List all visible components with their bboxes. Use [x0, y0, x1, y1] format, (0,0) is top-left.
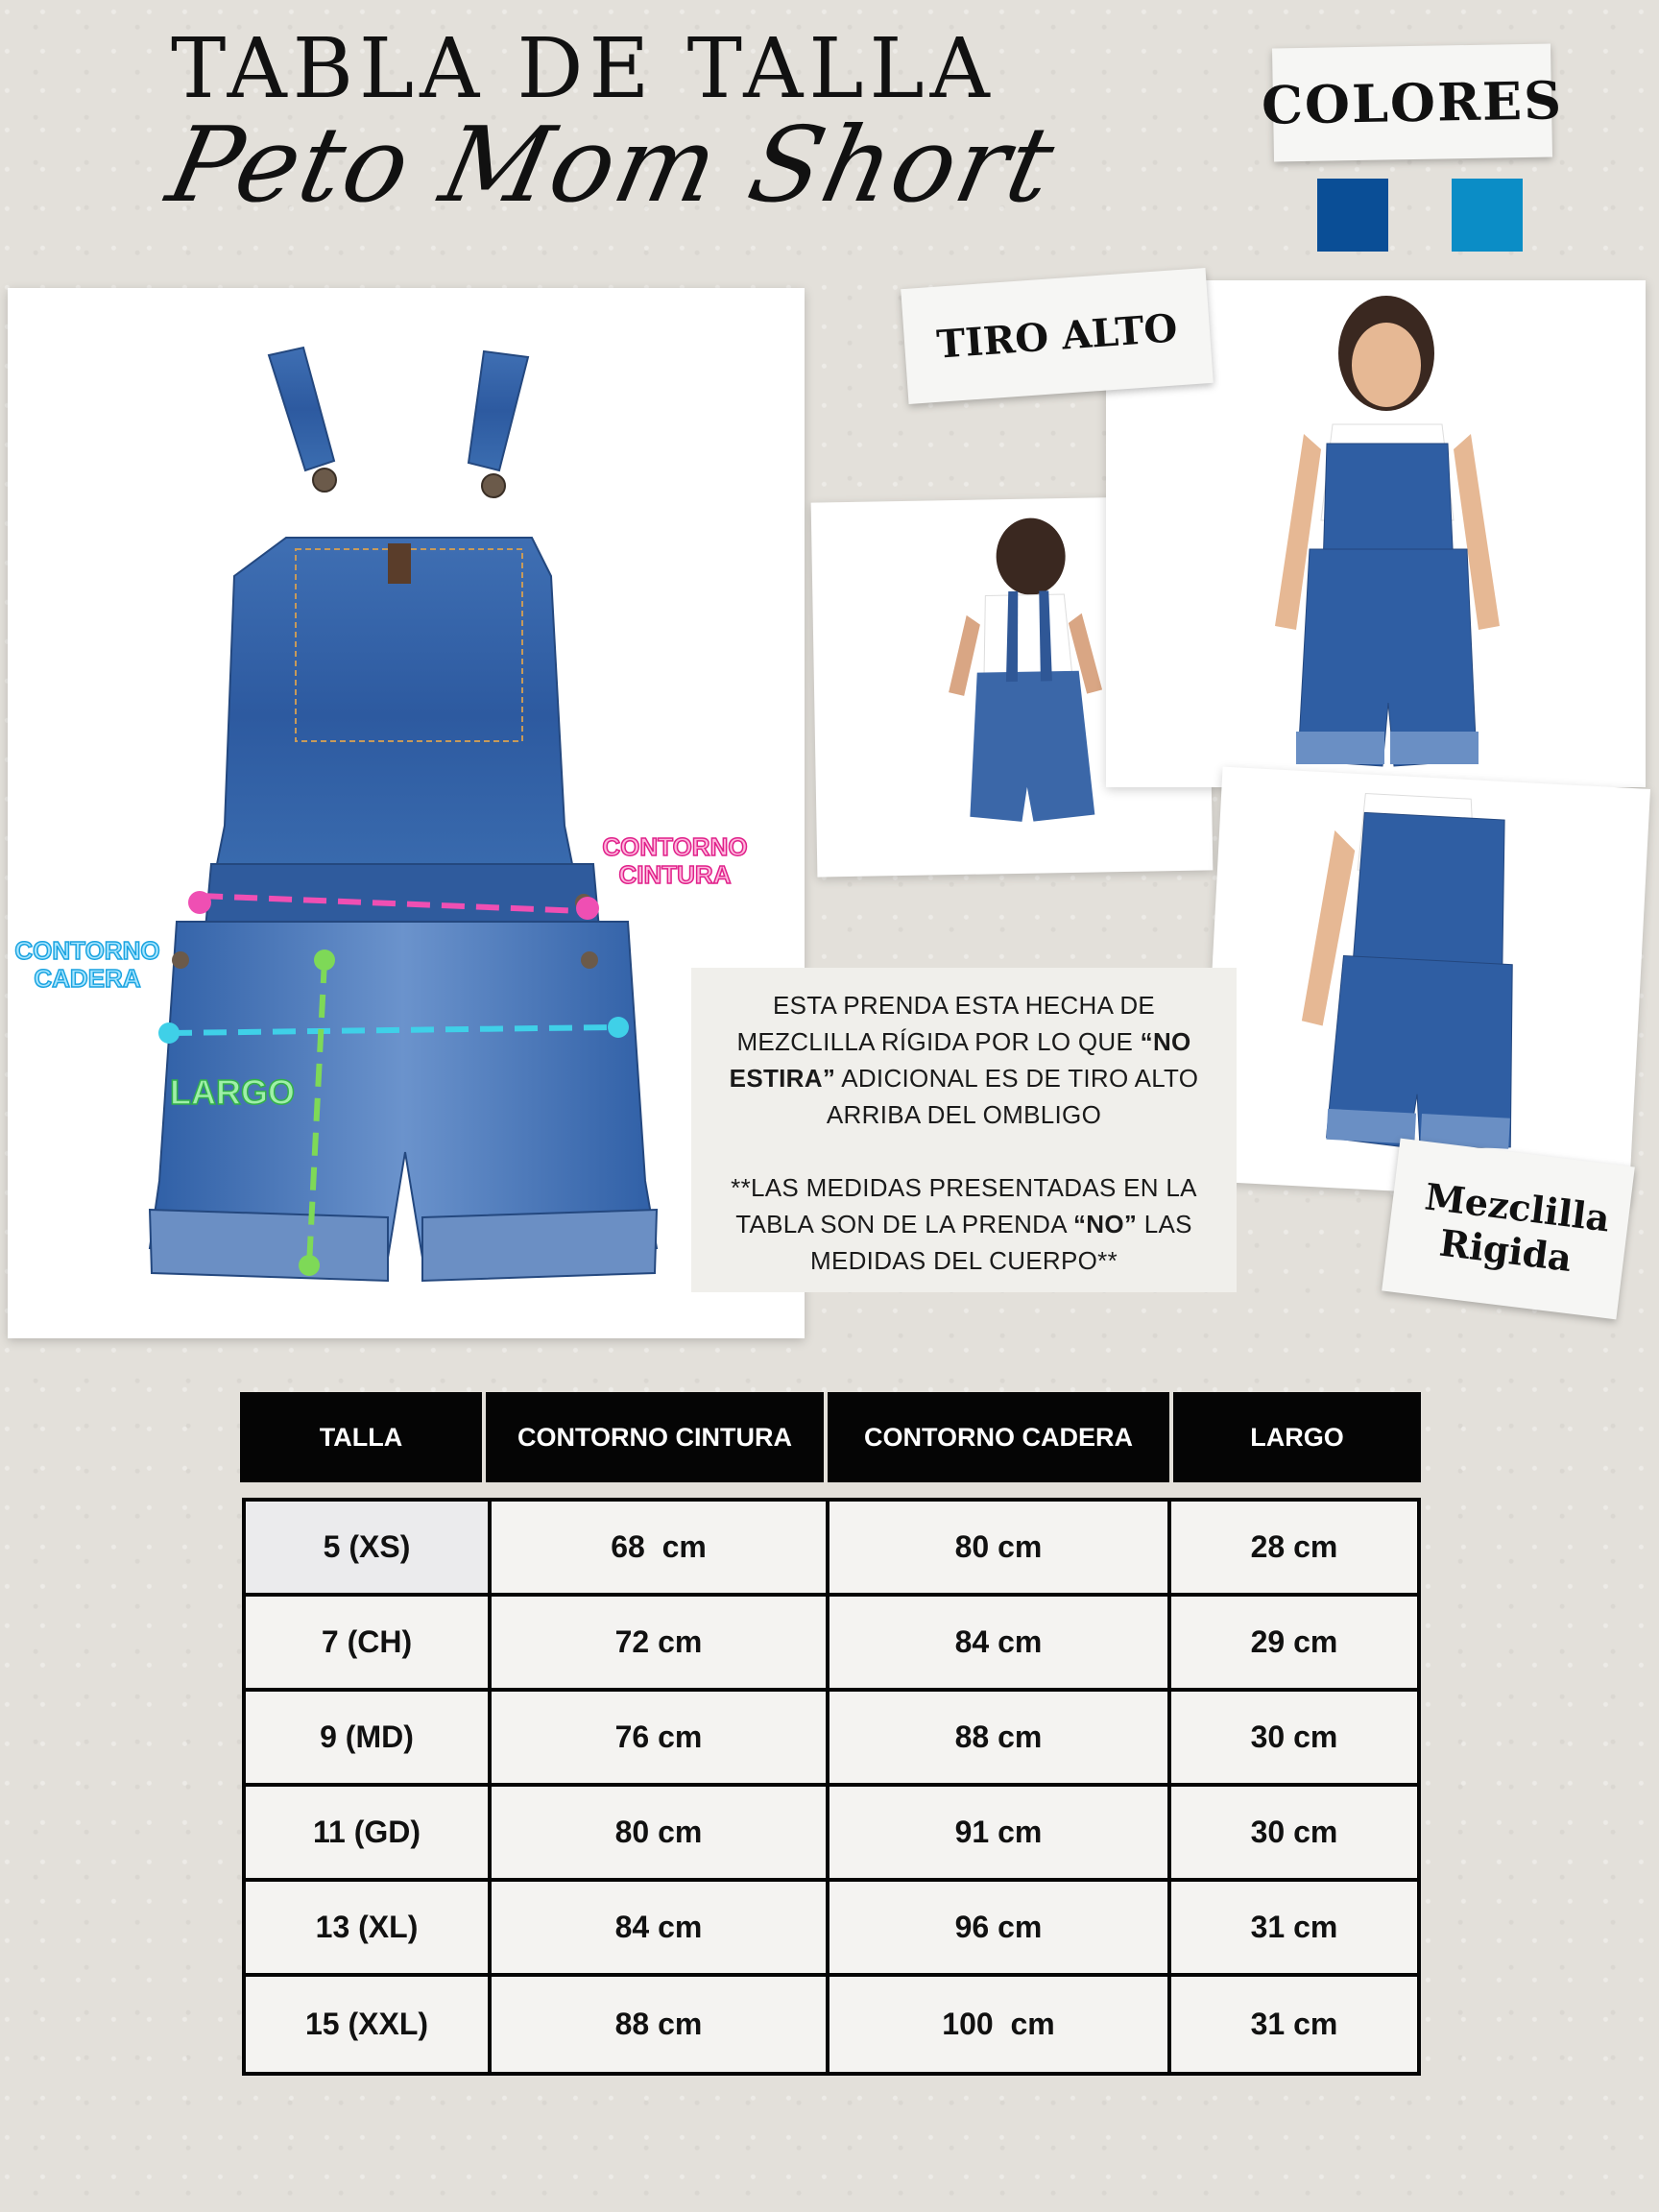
size-table-body [242, 1498, 1421, 2076]
rigid-denim-text: Mezclilla Rigida [1422, 1174, 1613, 1281]
cell-cintura: 80 cm [492, 1787, 830, 1878]
table-row [246, 1502, 1417, 1597]
cell-cadera: 100 cm [830, 1977, 1171, 2072]
product-measure-image [8, 288, 805, 1338]
cell-largo: 30 cm [1171, 1787, 1417, 1878]
note-paragraph-2 [718, 1169, 1210, 1279]
cell-cintura: 76 cm [492, 1692, 830, 1783]
cell-talla: 11 (GD) [246, 1787, 492, 1878]
cell-cintura: 88 cm [492, 1977, 830, 2072]
note-emphasis: “NO ESTIRA” [729, 1027, 1191, 1093]
header-talla: TALLA [240, 1392, 486, 1482]
table-row [246, 1787, 1417, 1882]
table-row [246, 1977, 1417, 2072]
model-side-photo [1201, 767, 1650, 1204]
note-paragraph-1 [718, 987, 1210, 1133]
rigid-denim-tag [1382, 1139, 1635, 1320]
cell-largo: 31 cm [1171, 1977, 1417, 2072]
colors-tag: COLORES [1272, 43, 1552, 161]
cell-largo: 29 cm [1171, 1597, 1417, 1688]
cell-talla: 9 (MD) [246, 1692, 492, 1783]
cell-cadera: 96 cm [830, 1882, 1171, 1973]
cell-talla: 5 (XS) [246, 1502, 492, 1593]
fabric-note [691, 968, 1237, 1292]
table-row [246, 1597, 1417, 1692]
cell-cadera: 91 cm [830, 1787, 1171, 1878]
overall-illustration [8, 288, 805, 1338]
cell-largo: 28 cm [1171, 1502, 1417, 1593]
cell-cintura: 84 cm [492, 1882, 830, 1973]
cell-cintura: 72 cm [492, 1597, 830, 1688]
color-swatch-dark-blue[interactable] [1317, 179, 1388, 252]
cell-talla: 7 (CH) [246, 1597, 492, 1688]
note-text: **LAS MEDIDAS PRESENTADAS EN LA TABLA SON DE LA PRENDA [731, 1173, 1197, 1238]
model-side-illustration [1201, 767, 1650, 1204]
table-row [246, 1692, 1417, 1787]
cell-talla: 15 (XXL) [246, 1977, 492, 2072]
note-text: ESTA PRENDA ESTA HECHA DE MEZCLILLA RÍGIDA POR LO QUE [736, 991, 1156, 1056]
product-name: Peto Mom Short [157, 106, 1066, 226]
header-cintura: CONTORNO CINTURA [486, 1392, 828, 1482]
note-text: LAS MEDIDAS DEL CUERPO** [810, 1210, 1192, 1275]
cell-largo: 30 cm [1171, 1692, 1417, 1783]
color-swatch-light-blue[interactable] [1452, 179, 1523, 252]
cell-cintura: 68 cm [492, 1502, 830, 1593]
header-cadera: CONTORNO CADERA [828, 1392, 1173, 1482]
note-emphasis: “NO” [1073, 1210, 1138, 1238]
length-label: LARGO [170, 1072, 295, 1112]
header-largo: LARGO [1173, 1392, 1421, 1482]
page-title: TABLA DE TALLA [171, 21, 996, 117]
cell-largo: 31 cm [1171, 1882, 1417, 1973]
note-text: ADICIONAL ES DE TIRO ALTO ARRIBA DEL OMBLIGO [826, 1064, 1199, 1129]
cell-cadera: 80 cm [830, 1502, 1171, 1593]
hip-label: CONTORNO CADERA [14, 936, 160, 993]
cell-cadera: 84 cm [830, 1597, 1171, 1688]
cell-talla: 13 (XL) [246, 1882, 492, 1973]
table-row [246, 1882, 1417, 1977]
high-rise-tag: TIRO ALTO [901, 268, 1214, 404]
size-table-header [240, 1392, 1421, 1482]
waist-label: CONTORNO CINTURA [602, 832, 748, 889]
cell-cadera: 88 cm [830, 1692, 1171, 1783]
